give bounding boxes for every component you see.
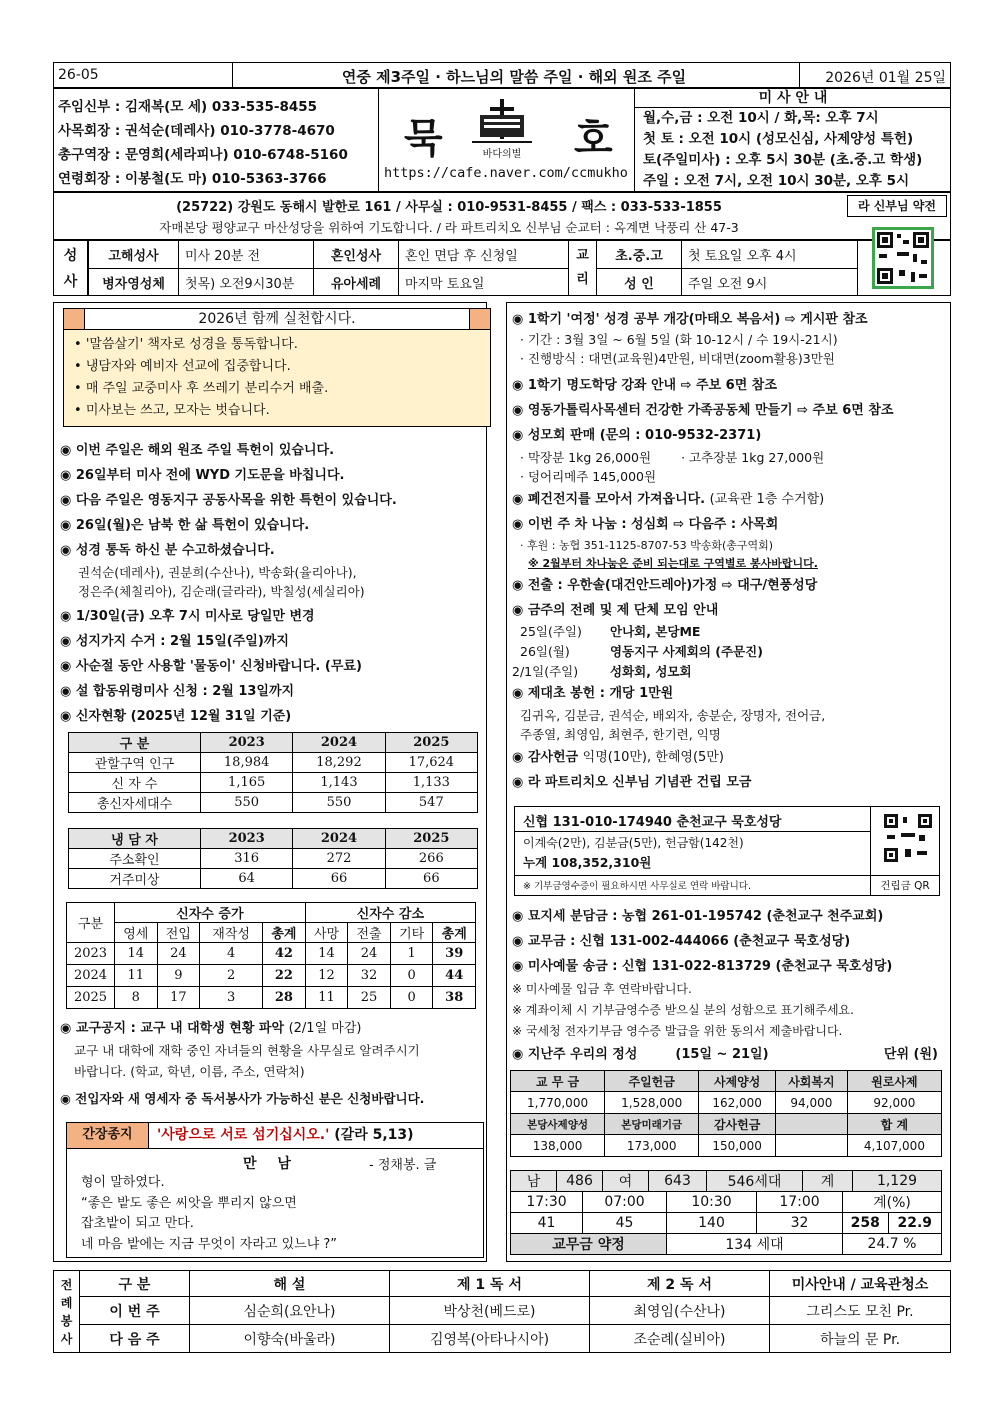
table-cell: 1,165 (201, 773, 293, 793)
table-cell: 14 (305, 943, 348, 965)
sacrament-label: 유아세례 (314, 269, 399, 296)
table-cell: 25 (348, 987, 391, 1009)
table-cell: 66 (293, 869, 385, 889)
table-row (69, 849, 478, 869)
table-cell: 266 (385, 849, 477, 869)
table-cell: 18,292 (293, 753, 385, 773)
table-cell: 2025 (67, 987, 115, 1009)
account-note: ※ 국세청 전자기부금 영수증 발급을 위한 동의서 제출바랍니다. (512, 1024, 843, 1038)
table-row (89, 269, 858, 296)
memorial-box (514, 806, 940, 896)
table-cell: 1,528,000 (605, 1092, 699, 1114)
table-cell: 272 (293, 849, 385, 869)
table-cell: 24.7 % (843, 1234, 942, 1255)
offering-table (510, 1070, 942, 1157)
table-cell: 남 (511, 1171, 557, 1192)
header-bar (53, 62, 951, 88)
sacrament-value: 첫 토요일 오후 4시 (682, 241, 858, 269)
story-author: - 정채봉. 글 (369, 1158, 437, 1173)
bible-reading-title: ◉ 성경 통독 하신 분 수고하셨습니다. (60, 543, 275, 558)
bible-study-period: · 기간 : 3월 3일 ~ 6월 5일 (화 10-12시 / 수 19시-21시) (520, 332, 838, 347)
practice-title: 2026년 함께 실천합시다. (85, 308, 469, 330)
table-cell: 미사안내 / 교육관청소 (770, 1271, 951, 1297)
mass-line-2: 첫 토 : 오전 10시 (성모신심, 사제양성 특헌) (643, 131, 914, 147)
left-notices (60, 438, 488, 729)
table-cell: 94,000 (776, 1092, 848, 1114)
table-cell: 2024 (293, 733, 385, 753)
sacrament-value: 마지막 토요일 (399, 269, 569, 296)
meeting-item: 25일(주일) 안나회, 본당ME (520, 624, 701, 639)
attendance-table (510, 1170, 942, 1192)
diocese-notice-body: 교구 내 대학에 재학 중인 자녀들의 현황을 사무실로 알려주시기 (74, 1043, 420, 1058)
table-cell: 3 (200, 987, 263, 1009)
table-cell: 28 (263, 987, 306, 1009)
contact-district: 총구역장 : 문영희(세라피나) 010-6748-5160 (58, 147, 348, 163)
table-cell: 신 자 수 (69, 773, 201, 793)
bible-study-method: · 진행방식 : 대면(교육원)4만원, 비대면(zoom활용)3만원 (520, 351, 835, 366)
table-cell: 심순희(요안나) (190, 1297, 390, 1325)
table-row (67, 903, 476, 923)
sacrament-label: 병자영성체 (89, 269, 179, 296)
meetings-title: ◉ 금주의 전례 및 제 단체 모임 안내 (512, 603, 719, 618)
account-mass: ◉ 미사예물 송금 : 신협 131-022-813729 (춘천교구 묵호성당) (512, 959, 893, 974)
table-cell: 546세대 (707, 1171, 803, 1192)
memorial-donors: 이계숙(2만), 김분금(5만), 헌금함(142천) (523, 836, 744, 850)
table-cell: 162,000 (699, 1092, 776, 1114)
table-cell (776, 1114, 848, 1135)
practice-item: • 매 주일 교중미사 후 쓰레기 분리수거 배출. (74, 381, 329, 396)
table-cell: 4 (200, 943, 263, 965)
table-cell: 316 (201, 849, 293, 869)
table-row (67, 923, 476, 943)
notice-item: ◉ 26일부터 미사 전에 WYD 기도문을 바칩니다. (60, 468, 345, 483)
table-cell: 1,129 (853, 1171, 942, 1192)
table-row (511, 1213, 942, 1234)
story-heading: 만 남 (243, 1156, 299, 1172)
table-cell: 김영복(아타나시아) (390, 1325, 590, 1353)
table-cell: 교 무 금 (511, 1071, 605, 1092)
table-cell: 총신자세대수 (69, 793, 201, 813)
notice-item: ◉ 1/30일(금) 오후 7시 미사로 당일만 변경 (60, 609, 315, 624)
table-cell: 258 (843, 1213, 889, 1234)
candles-donors: 주종열, 최영임, 최현주, 한기련, 익명 (520, 727, 721, 742)
diocese-notice-title: 교구공지 : 교구 내 대학생 현황 파악 (75, 1021, 285, 1036)
stats-title: ◉ 신자현황 (2025년 12월 31일 기준) (60, 709, 292, 724)
mass-line-4: 주일 : 오전 7시, 오전 10시 30분, 오후 5시 (643, 173, 910, 189)
sale-title: ◉ 성모회 판매 (문의 : 010-9532-2371) (512, 428, 762, 443)
table-cell: 교무금 약정 (511, 1234, 667, 1255)
table-cell: 구분 (67, 903, 115, 943)
table-row (69, 869, 478, 889)
bible-study-title: ◉ 1학기 '여정' 성경 공부 개강(마태오 복음서) ⇨ 게시판 참조 (512, 312, 868, 327)
sacrament-value: 주일 오전 9시 (682, 269, 858, 296)
sacrament-label: 고해성사 (89, 241, 179, 269)
table-cell: 486 (557, 1171, 603, 1192)
tea-sponsor: · 후원 : 농협 351-1125-8707-53 박송화(총구역회) (520, 539, 774, 552)
table-row (511, 1171, 942, 1192)
sacrament-value: 첫목) 오전9시30분 (179, 269, 314, 296)
qr-code[interactable] (872, 227, 934, 289)
table-cell: 643 (649, 1171, 707, 1192)
accounts (512, 904, 948, 1068)
table-cell: 주일헌금 (605, 1071, 699, 1092)
attendance-times (510, 1191, 942, 1255)
table-cell: 173,000 (605, 1135, 699, 1157)
stats-table-members (68, 732, 478, 813)
memorial-total: 누계 108,352,310원 (523, 855, 652, 870)
diocese-notice: ◉ 교구공지 : 교구 내 대학생 현황 파악 (2/1일 마감) 교구 내 대학에 재학 중인 자녀들의 현황을 사무실로 알려주시기 바랍니다. (학교, 학년, 이름, 주소, 연락처) ◉ 전입자와 새 영세자 중 독서봉사가 가능하신 분은 신청바랍니다. (60, 1018, 488, 1112)
table-cell: 2025 (385, 733, 477, 753)
table-cell: 10:30 (667, 1192, 757, 1213)
mass-title: 미 사 안 내 (635, 89, 951, 108)
sister-parish-line: 자매본당 평양교구 마산성당을 위하여 기도합니다. / 라 파트리치오 신부님 순교터 : 옥계면 낙풍리 산 47-3 (159, 220, 739, 235)
table-row (67, 987, 476, 1009)
table-row (511, 1135, 942, 1157)
table-cell: 2023 (201, 829, 293, 849)
table-row (69, 733, 478, 753)
table-cell: 11 (305, 987, 348, 1009)
table-cell: 32 (757, 1213, 843, 1234)
table-row (67, 965, 476, 987)
address-line: (25722) 강원도 동해시 발한로 161 / 사무실 : 010-9531-8455 / 팩스 : 033-533-1855 (176, 200, 722, 215)
table-cell: 구 분 (69, 733, 201, 753)
address-box (53, 192, 951, 240)
sale-items: · 막장분 1kg 26,000원 · 고추장분 1kg 27,000원 (520, 450, 825, 465)
table-cell: 기타 (390, 923, 433, 943)
table-cell: 2023 (67, 943, 115, 965)
table-cell: 본당사제양성 (511, 1114, 605, 1135)
table-cell: 이향숙(바울라) (190, 1325, 390, 1353)
account-cemetery: ◉ 묘지세 분담금 : 농협 261-01-195742 (춘천교구 천주교회) (512, 909, 884, 924)
stats-table-change (66, 902, 476, 1009)
table-row (69, 829, 478, 849)
table-cell: 18,984 (201, 753, 293, 773)
table-row (511, 1192, 942, 1213)
sacrament-value: 미사 20분 전 (179, 241, 314, 269)
parish-name-right: 호 (574, 116, 613, 162)
table-cell: 제 2 독 서 (590, 1271, 770, 1297)
table-cell: 24 (348, 943, 391, 965)
tea-title: ◉ 이번 주 차 나눔 : 성심회 ⇨ 다음주 : 사목회 (512, 517, 779, 532)
table-cell: 07:00 (583, 1192, 667, 1213)
top-info-box (53, 88, 951, 192)
table-cell: 사망 (305, 923, 348, 943)
practice-item: • 미사보는 쓰고, 모자는 벗습니다. (74, 403, 270, 418)
table-row (511, 1234, 942, 1255)
table-cell: 박상천(베드로) (390, 1297, 590, 1325)
table-cell: 여 (603, 1171, 649, 1192)
notice-item: ◉ 사순절 동안 사용할 '물동이' 신청바랍니다. (무료) (60, 659, 362, 674)
offering-title-row: ◉ 지난주 우리의 정성 (15일 ~ 21일) 단위 (원) (512, 1047, 938, 1062)
table-cell: 거주미상 (69, 869, 201, 889)
table-cell: 합 계 (847, 1114, 941, 1135)
table-cell: 150,000 (699, 1135, 776, 1157)
table-cell: 이 번 주 (80, 1297, 190, 1325)
liturgy-side-label: 전 례 봉 사 (54, 1271, 80, 1353)
table-cell: 재작성 (200, 923, 263, 943)
table-cell: 전출 (348, 923, 391, 943)
reader-notice: ◉ 전입자와 새 영세자 중 독서봉사가 가능하신 분은 신청바랍니다. (60, 1091, 425, 1106)
table-cell: 45 (583, 1213, 667, 1234)
candles-title: ◉ 제대초 봉헌 : 개당 1만원 (512, 686, 674, 701)
bible-reading-names: 정은주(체칠리아), 김순래(글라라), 박칠성(세실리아) (78, 584, 365, 599)
diocese-notice-body: 바랍니다. (학교, 학년, 이름, 주소, 연락처) (74, 1064, 305, 1079)
sacrament-box (53, 240, 951, 296)
table-row (54, 1325, 951, 1353)
table-cell: 17 (157, 987, 200, 1009)
table-cell: 140 (667, 1213, 757, 1234)
table-cell: 41 (511, 1213, 583, 1234)
logo-caption: 바다의별 (482, 149, 522, 160)
table-cell: 24 (157, 943, 200, 965)
table-cell: 17:30 (511, 1192, 583, 1213)
practice-list (63, 330, 491, 427)
memorial-account: 신협 131-010-174940 춘천교구 묵호성당 (523, 815, 782, 830)
table-row (511, 1114, 942, 1135)
account-dues: ◉ 교무금 : 신협 131-002-444066 (춘천교구 묵호성당) (512, 934, 851, 949)
table-cell: 조순례(실비아) (590, 1325, 770, 1353)
practice-item: • 냉담자와 예비자 선교에 집중합니다. (74, 359, 291, 374)
cafe-link[interactable]: https://cafe.naver.com/ccmukho (384, 165, 628, 181)
practice-box (63, 308, 491, 427)
table-row (69, 773, 478, 793)
table-cell: 2023 (201, 733, 293, 753)
table-cell: 총계 (263, 923, 306, 943)
candles-donors: 김귀옥, 김분금, 권석순, 배외자, 송분순, 장명자, 전어금, (520, 708, 826, 723)
sacrament-value: 혼인 면담 후 신청일 (399, 241, 569, 269)
table-cell: 550 (293, 793, 385, 813)
table-cell: 550 (201, 793, 293, 813)
account-note: ※ 계좌이체 시 기부금영수증 받으실 분의 성함으로 표기해주세요. (512, 1003, 854, 1017)
meeting-item: 26일(월) 영동지구 사제회의 (주문진) (520, 644, 763, 659)
table-cell: 1,133 (385, 773, 477, 793)
notice-item: ◉ 26일(월)은 남북 한 삶 특헌이 있습니다. (60, 518, 310, 533)
story-text: 형이 말하였다. “좋은 밭도 좋은 씨앗을 뿌리지 않으면 잡초밭이 되고 만다. 네 마음 밭에는 지금 무엇이 자라고 있느냐 ?” (81, 1175, 338, 1252)
table-cell: 그리스도 모친 Pr. (770, 1297, 951, 1325)
table-cell: 1,770,000 (511, 1092, 605, 1114)
table-cell: 44 (433, 965, 476, 987)
table-cell: 32 (348, 965, 391, 987)
sacrament-label: 성 인 (597, 269, 682, 296)
table-cell: 다 음 주 (80, 1325, 190, 1353)
parish-logo (472, 97, 532, 159)
notice-item: ◉ 이번 주일은 해외 원조 주일 특헌이 있습니다. (60, 443, 335, 458)
notice-item: ◉ 다음 주일은 영동지구 공동사목을 위한 특헌이 있습니다. (60, 493, 397, 508)
table-cell: 관할구역 인구 (69, 753, 201, 773)
table-cell: 주소확인 (69, 849, 201, 869)
table-cell: 사회복지 (776, 1071, 848, 1092)
mass-line-1: 월,수,금 : 오전 10시 / 화,목: 오후 7시 (643, 110, 879, 126)
table-row (54, 1297, 951, 1325)
table-cell: 12 (305, 965, 348, 987)
table-row (511, 1092, 942, 1114)
table-cell: 42 (263, 943, 306, 965)
table-cell: 2 (200, 965, 263, 987)
table-cell: 66 (385, 869, 477, 889)
sacrament-label: 초.중.고 (597, 241, 682, 269)
table-row (69, 753, 478, 773)
table-cell: 138,000 (511, 1135, 605, 1157)
table-cell: 38 (433, 987, 476, 1009)
sacrament-side-label: 성 사 (54, 241, 88, 295)
diocese-notice-deadline: (2/1일 마감) (288, 1021, 362, 1036)
table-cell: 해 설 (190, 1271, 390, 1297)
table-cell: 냉 담 자 (69, 829, 201, 849)
table-cell: 하늘의 문 Pr. (770, 1325, 951, 1353)
catechism-side-label: 교 리 (569, 241, 597, 296)
table-cell: 22.9 (888, 1213, 942, 1234)
story-verse: '사랑으로 서로 섬기십시오.' (갈라 5,13) (157, 1127, 414, 1143)
table-cell: 92,000 (847, 1092, 941, 1114)
account-note: ※ 미사예물 입금 후 연락바랍니다. (512, 982, 692, 996)
table-cell: 영세 (115, 923, 158, 943)
contacts (58, 95, 378, 191)
transfer-notice: ◉ 전출 : 우한솔(대건안드레아)가정 ⇨ 대구/현풍성당 (512, 578, 818, 593)
table-cell: 22 (263, 965, 306, 987)
table-cell: 신자수 증가 (115, 903, 306, 923)
table-cell: 4,107,000 (847, 1135, 941, 1157)
memorial-title: ◉ 라 파트리치오 신부님 기념관 건립 모금 (512, 775, 752, 790)
table-cell: 신자수 감소 (305, 903, 475, 923)
liturgy-table (53, 1270, 951, 1353)
table-cell: 계 (803, 1171, 853, 1192)
notice-item: ◉ 영동가톨릭사목센터 건강한 가족공동체 만들기 ⇨ 주보 6면 참조 (512, 403, 894, 418)
bible-reading-names: 권석순(데레사), 권분희(수산나), 박송화(율리아나), (78, 565, 357, 580)
sacrament-label: 혼인성사 (314, 241, 399, 269)
table-cell: 총계 (433, 923, 476, 943)
parish-name-left: 묵 (404, 116, 443, 162)
table-row (69, 793, 478, 813)
table-row (89, 241, 858, 269)
issue-date: 2026년 01월 25일 (825, 70, 946, 86)
right-notices (512, 310, 948, 794)
table-cell: 2024 (67, 965, 115, 987)
tea-note: ※ 2월부터 차나눔은 준비 되는대로 구역별로 봉사바랍니다. (528, 557, 818, 570)
table-cell: 547 (385, 793, 477, 813)
meeting-item: 2/1일(주일) 성화회, 성모회 (512, 664, 692, 679)
table-cell: 134 세대 (667, 1234, 843, 1255)
table-cell: 계(%) (843, 1192, 942, 1213)
notice-item: ◉ 성지가지 수거 : 2월 15일(주일)까지 (60, 634, 289, 649)
mass-line-3: 토(주일미사) : 오후 5시 30분 (초.중.고 학생) (643, 152, 923, 168)
table-cell: 17:00 (757, 1192, 843, 1213)
table-cell: 14 (115, 943, 158, 965)
story-box (66, 1122, 484, 1258)
table-cell: 64 (201, 869, 293, 889)
table-cell (776, 1135, 848, 1157)
table-cell: 2025 (385, 829, 477, 849)
contact-priest: 주임신부 : 김재복(모 세) 033-535-8455 (58, 99, 318, 115)
table-cell: 원로사제 (847, 1071, 941, 1092)
table-row (67, 943, 476, 965)
table-cell: 1,143 (293, 773, 385, 793)
table-cell: 1 (390, 943, 433, 965)
mass-schedule (635, 89, 951, 191)
memorial-qr-label: 건립금 QR (880, 880, 930, 892)
table-cell: 본당미래기금 (605, 1114, 699, 1135)
qr-caption: 라 신부님 약전 (847, 195, 947, 217)
page-title: 연중 제3주일 · 하느님의 말씀 주일 · 해외 원조 주일 (341, 68, 687, 86)
table-cell: 39 (433, 943, 476, 965)
thanks-offering: ◉ 감사헌금 익명(10만), 한혜영(5만) (512, 750, 724, 765)
table-cell: 사제양성 (699, 1071, 776, 1092)
table-cell: 감사헌금 (699, 1114, 776, 1135)
notice-item: ◉ 1학기 명도학당 강좌 안내 ⇨ 주보 6면 참조 (512, 378, 777, 393)
table-cell: 11 (115, 965, 158, 987)
table-cell: 전입 (157, 923, 200, 943)
contact-funeral: 연령회장 : 이봉철(도 마) 010-5363-3766 (58, 171, 327, 187)
story-label: 간장종지 (67, 1123, 149, 1148)
issue-number: 26-05 (58, 67, 99, 83)
table-cell: 2024 (293, 829, 385, 849)
table-cell: 최영임(수산나) (590, 1297, 770, 1325)
table-cell: 제 1 독 서 (390, 1271, 590, 1297)
contact-council: 사목회장 : 권석순(데레사) 010-3778-4670 (58, 123, 335, 139)
table-row (511, 1071, 942, 1092)
notice-item: ◉ 설 합동위령미사 신청 : 2월 13일까지 (60, 684, 295, 699)
battery-notice: ◉ 폐건전지를 모아서 가져옵니다. (교육관 1층 수거함) (512, 492, 825, 507)
table-cell: 9 (157, 965, 200, 987)
table-cell: 17,624 (385, 753, 477, 773)
table-cell: 구 분 (80, 1271, 190, 1297)
table-row (54, 1271, 951, 1297)
table-cell: 0 (390, 965, 433, 987)
memorial-qr-icon[interactable] (883, 813, 933, 863)
memorial-note: ※ 기부금영수증이 필요하시면 사무실로 연락 바랍니다. (523, 881, 751, 892)
practice-item: • '말씀살기' 책자로 성경을 통독합니다. (74, 337, 298, 352)
stats-table-lapsed (68, 828, 478, 889)
sale-item: · 덩어리메주 145,000원 (520, 469, 657, 484)
table-cell: 8 (115, 987, 158, 1009)
sacrament-table (88, 240, 858, 296)
table-cell: 0 (390, 987, 433, 1009)
